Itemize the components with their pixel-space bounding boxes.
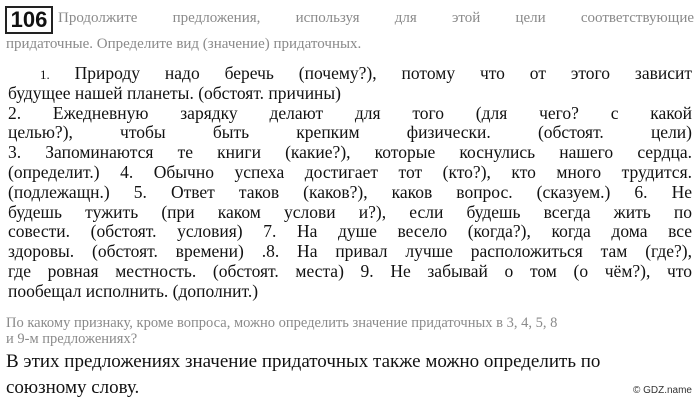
sentence-line: совести. (обстоят. условия) 7. На душе весело (когда?), когда дома все (8, 222, 692, 242)
sentence-line: 1. Природу надо беречь (почему?), потому что от этого зависит (40, 64, 692, 83)
watermark: © GDZ.name (632, 385, 692, 396)
question-line-2: и 9-м предложениях? (6, 331, 138, 347)
sentence-line: где ровная местность. (обстоят. места) 9. Не забывай о том (о чём?), что (8, 261, 692, 281)
sentence-line: (определит.) 4. Обычно успеха достигает тот (кто?), кто много трудится. (8, 162, 692, 182)
question-block (6, 315, 696, 347)
sentence-line: (подлежащн.) 5. Ответ таков (каков?), каков вопрос. (сказуем.) 6. Не (8, 182, 692, 202)
sentence-line: пообещал исполнить. (дополнит.) (8, 281, 259, 301)
sentence-line: целью?), чтобы быть крепким физически. (обстоят. цели) (8, 123, 692, 143)
sentence-line: будущее нашей планеты. (обстоят. причины) (8, 83, 342, 103)
answer-line-2: союзному слову. (6, 377, 140, 398)
answer-block (6, 349, 696, 401)
sentence-line: будешь тужить (при каком услови и?), если будешь всегда жить по (8, 202, 692, 222)
question-line-1: По какому признаку, кроме вопроса, можно определить значение придаточных в 3, 4, 5, 8 (6, 315, 558, 331)
sentence-line: 2. Ежедневную зарядку делают для того (для чего? с какой (8, 103, 692, 123)
sentence-line: здоровы. (обстоят. времени) .8. На привал лучше расположиться там (где?), (8, 242, 692, 262)
task-text-line-1: Продолжите предложения, используя для этой цели соответствующие (58, 10, 694, 26)
sentences-block (8, 64, 692, 302)
answer-line-1: В этих предложениях значение придаточных также можно определить по (6, 351, 601, 372)
sentence-number: 1. (40, 67, 50, 82)
task-text-line-2: придаточные. Определите вид (значение) придаточных. (6, 36, 362, 52)
exercise-number: 106 (5, 6, 53, 34)
sentence-line: 3. Запоминаются те книги (какие?), которые коснулись нашего сердца. (8, 143, 692, 163)
